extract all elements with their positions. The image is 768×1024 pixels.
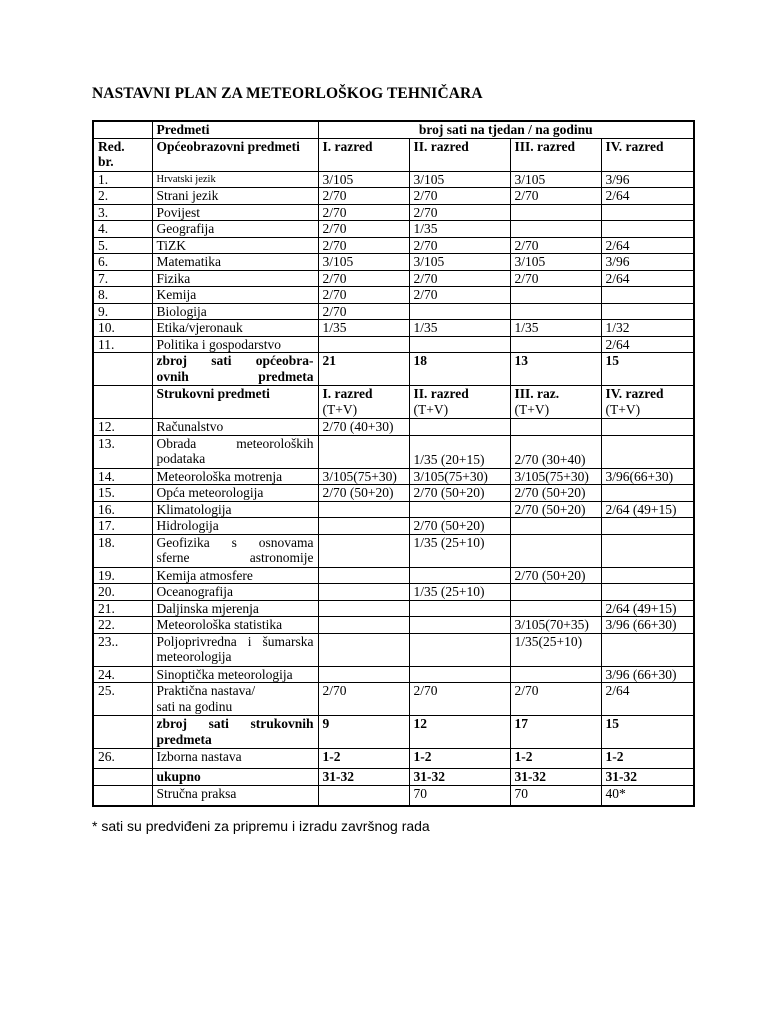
elective-razred-2: 1-2 [409, 749, 510, 769]
subject-name [152, 435, 318, 468]
subject-name: Oceanografija [152, 584, 318, 601]
table-row [93, 567, 694, 584]
row-number: 20. [93, 584, 152, 601]
hours-razred-1: 2/70 [318, 204, 409, 221]
subject-name [152, 534, 318, 567]
hours-razred-1: 2/70 [318, 221, 409, 238]
elective-label: Izborna nastava [152, 749, 318, 769]
subject-name: Daljinska mjerenja [152, 600, 318, 617]
hours-razred-4: 3/96 [601, 171, 694, 188]
hours-razred-3: 2/70 [510, 188, 601, 205]
sum-vocational-row [93, 716, 694, 749]
subject-name-line: sferne astronomije [156, 550, 314, 565]
row-number: 23.. [93, 633, 152, 666]
hours-razred-1: 3/105(75+30) [318, 468, 409, 485]
total-row [93, 769, 694, 786]
elective-razred-3: 1-2 [510, 749, 601, 769]
row-number [93, 386, 152, 419]
hours-razred-4 [601, 534, 694, 567]
table-row [93, 501, 694, 518]
hours-razred-4: 3/96 (66+30) [601, 666, 694, 683]
practice-razred-4: 40* [601, 786, 694, 806]
subject-name-line: Praktična nastava/ [156, 683, 256, 698]
hours-razred-4: 1/32 [601, 320, 694, 337]
row-number: 10. [93, 320, 152, 337]
header-opceobrazovni: Općeobrazovni predmeti [152, 138, 318, 171]
hours-razred-1: 2/70 [318, 237, 409, 254]
hours-razred-3 [510, 518, 601, 535]
subject-name: Strani jezik [152, 188, 318, 205]
row-number: 6. [93, 254, 152, 271]
row-number: 5. [93, 237, 152, 254]
table-row [93, 617, 694, 634]
hours-razred-1: 2/70 (40+30) [318, 419, 409, 436]
practice-label: Stručna praksa [152, 786, 318, 806]
tv-label: (T+V) [413, 401, 449, 417]
sum-vocational-label-line: predmeta [156, 731, 212, 747]
hours-razred-3: 2/70 (50+20) [510, 485, 601, 502]
hours-razred-3: 3/105 [510, 171, 601, 188]
hours-razred-3: 1/35(25+10) [510, 633, 601, 666]
hours-razred-1: 2/70 (50+20) [318, 485, 409, 502]
hours-razred-2 [409, 419, 510, 436]
row-number: 8. [93, 287, 152, 304]
subject-name: Meteorološka statistika [152, 617, 318, 634]
hours-razred-1: 2/70 [318, 683, 409, 716]
footnote: * sati su predviđeni za pripremu i izradu završnog rada [92, 818, 430, 834]
hours-razred-3: 2/70 [510, 270, 601, 287]
subject-name: Matematika [152, 254, 318, 271]
hours-razred-2: 3/105 [409, 254, 510, 271]
hours-razred-2: 3/105(75+30) [409, 468, 510, 485]
table-subheader-row [93, 138, 694, 171]
tv-label: (T+V) [322, 401, 358, 417]
table-row [93, 600, 694, 617]
hours-razred-4 [601, 287, 694, 304]
header-red-br: Red. br. [93, 138, 152, 171]
sum-general-razred-2: 18 [409, 353, 510, 386]
hours-razred-2: 1/35 (25+10) [409, 584, 510, 601]
hours-razred-1 [318, 584, 409, 601]
razred-label: I. razred [322, 386, 373, 401]
hours-razred-4: 3/96 [601, 254, 694, 271]
sum-general-label [152, 353, 318, 386]
hours-razred-4: 2/64 [601, 683, 694, 716]
hours-razred-3 [510, 336, 601, 353]
table-row [93, 435, 694, 468]
subject-name: Hidrologija [152, 518, 318, 535]
hours-razred-4 [601, 221, 694, 238]
hours-razred-2: 1/35 [409, 320, 510, 337]
row-number: 11. [93, 336, 152, 353]
hours-razred-2 [409, 303, 510, 320]
hours-razred-3: 2/70 (50+20) [510, 501, 601, 518]
header-predmeti: Predmeti [152, 121, 318, 138]
hours-razred-2: 2/70 [409, 287, 510, 304]
row-number: 7. [93, 270, 152, 287]
elective-razred-1: 1-2 [318, 749, 409, 769]
subject-name: Kemija [152, 287, 318, 304]
tv-label: (T+V) [605, 401, 641, 417]
tv-label: (T+V) [514, 401, 550, 417]
subject-name-line: Obrada meteoroloških [156, 435, 314, 451]
subject-name: Povijest [152, 204, 318, 221]
sum-general-label-line: zbroj sati općeobra- [156, 353, 314, 368]
razred-label: II. razred [413, 386, 469, 401]
hours-razred-3: 3/105(70+35) [510, 617, 601, 634]
row-number [93, 716, 152, 749]
razred-label: III. raz. [514, 386, 560, 401]
vocational-header-razred-2 [409, 386, 510, 419]
row-number: 19. [93, 567, 152, 584]
hours-razred-2: 2/70 [409, 683, 510, 716]
row-number: 3. [93, 204, 152, 221]
row-number: 9. [93, 303, 152, 320]
hours-razred-3 [510, 221, 601, 238]
hours-razred-2: 2/70 [409, 270, 510, 287]
subject-name-line: sati na godinu [156, 698, 233, 714]
table-row [93, 237, 694, 254]
subject-name-line: meteorologija [156, 649, 232, 664]
practice-row [93, 786, 694, 806]
sum-vocational-razred-3: 17 [510, 716, 601, 749]
hours-razred-4 [601, 518, 694, 535]
hours-razred-2 [409, 617, 510, 634]
row-number: 15. [93, 485, 152, 502]
sum-general-razred-4: 15 [601, 353, 694, 386]
hours-razred-4: 2/64 [601, 237, 694, 254]
hours-razred-2 [409, 567, 510, 584]
hours-razred-2: 2/70 [409, 204, 510, 221]
sum-vocational-label [152, 716, 318, 749]
subject-name: Opća meteorologija [152, 485, 318, 502]
sum-general-row [93, 353, 694, 386]
subject-name-line: Geofizika s osnovama [156, 534, 314, 550]
hours-razred-1 [318, 666, 409, 683]
hours-razred-2 [409, 666, 510, 683]
practice-razred-2: 70 [409, 786, 510, 806]
row-number: 25. [93, 683, 152, 716]
hours-razred-2: 2/70 (50+20) [409, 518, 510, 535]
hours-razred-1: 2/70 [318, 270, 409, 287]
table-row [93, 204, 694, 221]
table-row [93, 419, 694, 436]
hours-razred-3 [510, 584, 601, 601]
hours-razred-1 [318, 336, 409, 353]
hours-razred-4: 2/64 (49+15) [601, 501, 694, 518]
hours-razred-3: 2/70 [510, 237, 601, 254]
row-number: 4. [93, 221, 152, 238]
hours-razred-2: 1/35 (25+10) [409, 534, 510, 567]
razred-label: IV. razred [605, 386, 664, 401]
subject-name: Klimatologija [152, 501, 318, 518]
table-header-row [93, 121, 694, 138]
hours-razred-1: 3/105 [318, 254, 409, 271]
hours-razred-1 [318, 501, 409, 518]
curriculum-table [92, 120, 695, 807]
sum-general-razred-3: 13 [510, 353, 601, 386]
table-row [93, 336, 694, 353]
table-row [93, 518, 694, 535]
hours-razred-3 [510, 303, 601, 320]
table-row [93, 534, 694, 567]
hours-razred-3 [510, 287, 601, 304]
hours-razred-3: 2/70 (30+40) [510, 435, 601, 468]
practice-razred-3: 70 [510, 786, 601, 806]
subject-name [152, 633, 318, 666]
subject-name [152, 683, 318, 716]
sum-vocational-razred-4: 15 [601, 716, 694, 749]
row-number: 18. [93, 534, 152, 567]
hours-razred-4 [601, 419, 694, 436]
subject-name: Kemija atmosfere [152, 567, 318, 584]
hours-razred-2 [409, 501, 510, 518]
subject-name: Sinoptička meteorologija [152, 666, 318, 683]
hours-razred-4 [601, 303, 694, 320]
hours-razred-4 [601, 435, 694, 468]
subject-name: Etika/vjeronauk [152, 320, 318, 337]
hours-razred-1: 2/70 [318, 287, 409, 304]
hours-razred-4: 2/64 [601, 188, 694, 205]
vocational-header-row [93, 386, 694, 419]
hours-razred-2 [409, 336, 510, 353]
sum-general-label-line: ovnih predmeta [156, 368, 314, 384]
hours-razred-2: 2/70 [409, 188, 510, 205]
hours-razred-3 [510, 666, 601, 683]
vocational-label: Strukovni predmeti [152, 386, 318, 419]
header-razred-4: IV. razred [601, 138, 694, 171]
hours-razred-2: 3/105 [409, 171, 510, 188]
hours-razred-3: 2/70 (50+20) [510, 567, 601, 584]
hours-razred-1 [318, 435, 409, 468]
subject-name: Biologija [152, 303, 318, 320]
table-row [93, 221, 694, 238]
header-broj-sati: broj sati na tjedan / na godinu [318, 121, 694, 138]
hours-razred-4 [601, 633, 694, 666]
hours-razred-2: 2/70 [409, 237, 510, 254]
table-row [93, 468, 694, 485]
row-number: 13. [93, 435, 152, 468]
subject-name-line: Poljoprivredna i šumarska [156, 633, 314, 649]
hours-razred-2: 2/70 (50+20) [409, 485, 510, 502]
practice-razred-1 [318, 786, 409, 806]
hours-razred-1 [318, 567, 409, 584]
subject-name: Politika i gospodarstvo [152, 336, 318, 353]
table-row [93, 485, 694, 502]
table-row [93, 633, 694, 666]
vocational-header-razred-4 [601, 386, 694, 419]
subject-name: Geografija [152, 221, 318, 238]
hours-razred-3: 2/70 [510, 683, 601, 716]
row-number: 1. [93, 171, 152, 188]
subject-name: Fizika [152, 270, 318, 287]
hours-razred-1 [318, 617, 409, 634]
hours-razred-1 [318, 534, 409, 567]
header-cell-empty [93, 121, 152, 138]
table-row [93, 254, 694, 271]
hours-razred-2 [409, 633, 510, 666]
hours-razred-3 [510, 419, 601, 436]
header-razred-1: I. razred [318, 138, 409, 171]
subject-name: Meteorološka motrenja [152, 468, 318, 485]
row-number: 24. [93, 666, 152, 683]
hours-razred-3 [510, 534, 601, 567]
subject-name: Hrvatski jezik [152, 171, 318, 188]
hours-razred-4 [601, 567, 694, 584]
vocational-header-razred-3 [510, 386, 601, 419]
hours-razred-1: 2/70 [318, 303, 409, 320]
subject-name-line: podataka [156, 451, 206, 466]
hours-razred-4: 2/64 [601, 336, 694, 353]
hours-razred-4: 2/64 (49+15) [601, 600, 694, 617]
hours-razred-2: 1/35 [409, 221, 510, 238]
vocational-header-razred-1 [318, 386, 409, 419]
sum-vocational-razred-2: 12 [409, 716, 510, 749]
row-number [93, 353, 152, 386]
table-row [93, 303, 694, 320]
table-row [93, 584, 694, 601]
row-number: 26. [93, 749, 152, 769]
row-number: 12. [93, 419, 152, 436]
hours-razred-1 [318, 600, 409, 617]
sum-vocational-razred-1: 9 [318, 716, 409, 749]
hours-razred-3: 1/35 [510, 320, 601, 337]
hours-razred-2: 1/35 (20+15) [409, 435, 510, 468]
table-row [93, 320, 694, 337]
sum-general-razred-1: 21 [318, 353, 409, 386]
table-row [93, 270, 694, 287]
hours-razred-4 [601, 485, 694, 502]
hours-razred-3: 3/105 [510, 254, 601, 271]
row-number: 21. [93, 600, 152, 617]
header-razred-3: III. razred [510, 138, 601, 171]
row-number [93, 769, 152, 786]
row-number: 22. [93, 617, 152, 634]
hours-razred-4: 3/96 (66+30) [601, 617, 694, 634]
hours-razred-1: 2/70 [318, 188, 409, 205]
total-label: ukupno [152, 769, 318, 786]
hours-razred-4 [601, 584, 694, 601]
hours-razred-1 [318, 518, 409, 535]
hours-razred-1 [318, 633, 409, 666]
hours-razred-4 [601, 204, 694, 221]
row-number: 14. [93, 468, 152, 485]
row-number: 17. [93, 518, 152, 535]
subject-name: TiZK [152, 237, 318, 254]
table-row [93, 666, 694, 683]
document-title: NASTAVNI PLAN ZA METEORLOŠKOG TEHNIČARA [92, 85, 483, 102]
table-row [93, 683, 694, 716]
table-row [93, 287, 694, 304]
table-row [93, 188, 694, 205]
elective-razred-4: 1-2 [601, 749, 694, 769]
hours-razred-4: 2/64 [601, 270, 694, 287]
elective-row [93, 749, 694, 769]
hours-razred-3 [510, 600, 601, 617]
hours-razred-3 [510, 204, 601, 221]
row-number: 16. [93, 501, 152, 518]
total-razred-3: 31-32 [510, 769, 601, 786]
table-row [93, 171, 694, 188]
hours-razred-4: 3/96(66+30) [601, 468, 694, 485]
hours-razred-3: 3/105(75+30) [510, 468, 601, 485]
header-razred-2: II. razred [409, 138, 510, 171]
total-razred-1: 31-32 [318, 769, 409, 786]
row-number: 2. [93, 188, 152, 205]
hours-razred-2 [409, 600, 510, 617]
hours-razred-1: 3/105 [318, 171, 409, 188]
total-razred-4: 31-32 [601, 769, 694, 786]
sum-vocational-label-line: zbroj sati strukovnih [156, 716, 314, 731]
hours-razred-1: 1/35 [318, 320, 409, 337]
subject-name: Računalstvo [152, 419, 318, 436]
row-number [93, 786, 152, 806]
total-razred-2: 31-32 [409, 769, 510, 786]
